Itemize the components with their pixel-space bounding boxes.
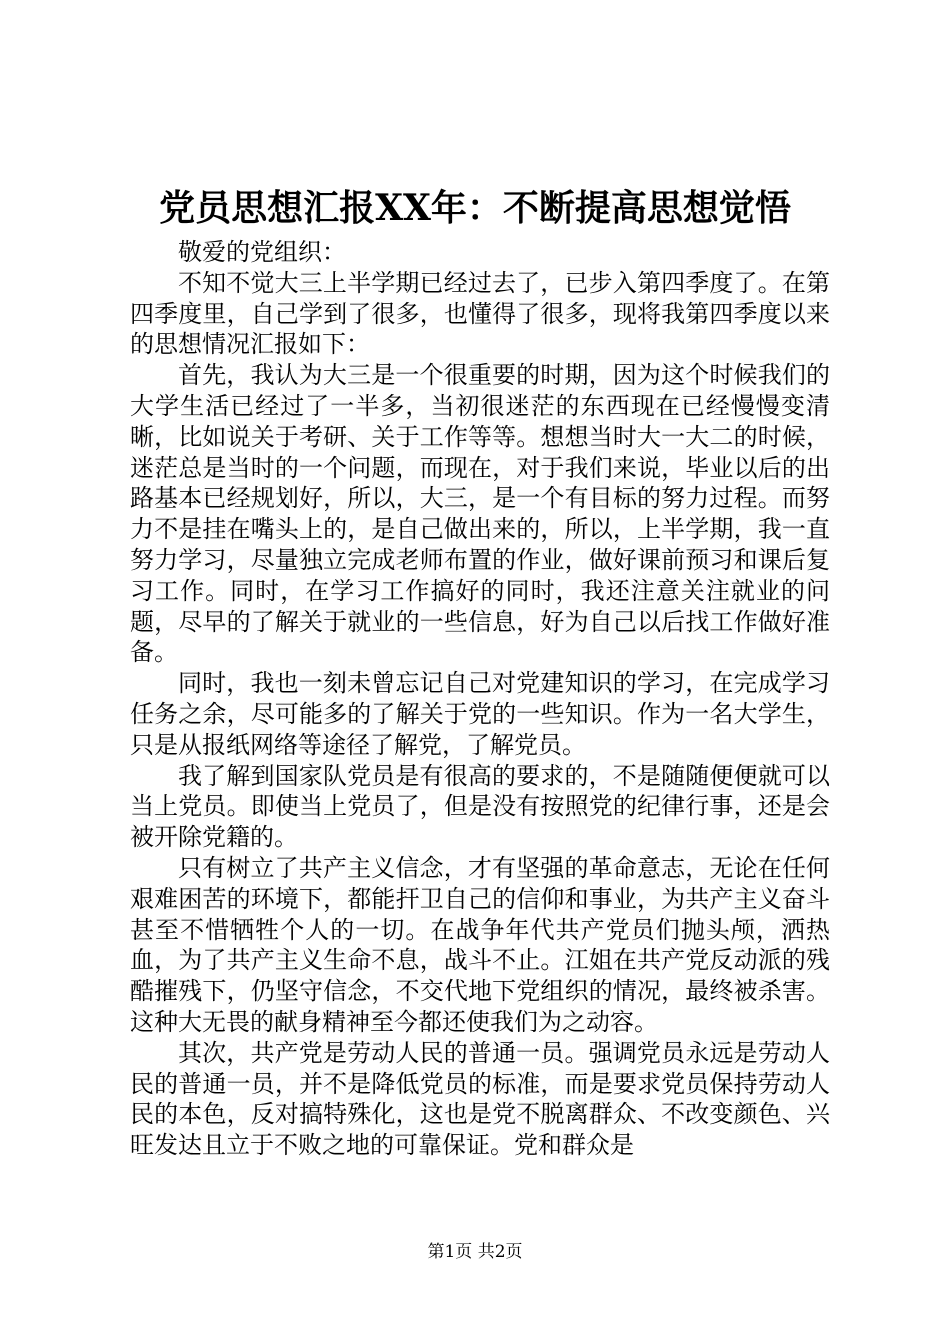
paragraph: 我了解到国家队党员是有很高的要求的，不是随随便便就可以当上党员。即使当上党员了，但是没有按照党的纪律行事，还是会被开除党籍的。	[130, 761, 830, 852]
paragraph: 其次，共产党是劳动人民的普通一员。强调党员永远是劳动人民的普通一员，并不是降低党员的标准，而是要求党员保持劳动人民的本色，反对搞特殊化，这也是党不脱离群众、不改变颜色、兴旺发达且立于不败之地的可靠保证。党和群众是	[130, 1038, 830, 1160]
paragraph: 只有树立了共产主义信念，才有坚强的革命意志，无论在任何艰难困苦的环境下，都能扞卫自己的信仰和事业，为共产主义奋斗甚至不惜牺牲个人的一切。在战争年代共产党员们抛头颅，洒热血，为了共产主义生命不息，战斗不止。江姐在共产党反动派的残酷摧残下，仍坚守信念，不交代地下党组织的情况，最终被杀害。这种大无畏的献身精神至今都还使我们为之动容。	[130, 853, 830, 1036]
salutation: 敬爱的党组织：	[178, 238, 346, 266]
paragraph: 首先，我认为大三是一个很重要的时期，因为这个时候我们的大学生活已经过了一半多，当初很迷茫的东西现在已经慢慢变清晰，比如说关于考研、关于工作等等。想想当时大一大二的时候，迷茫总是当时的一个问题，而现在，对于我们来说，毕业以后的出路基本已经规划好，所以，大三，是一个有目标的努力过程。而努力不是挂在嘴头上的，是自己做出来的，所以，上半学期，我一直努力学习，尽量独立完成老师布置的作业，做好课前预习和课后复习工作。同时，在学习工作搞好的同时，我还注意关注就业的问题，尽早的了解关于就业的一些信息，好为自己以后找工作做好准备。	[130, 361, 830, 667]
paragraph: 同时，我也一刻未曾忘记自己对党建知识的学习，在完成学习任务之余，尽可能多的了解关于党的一些知识。作为一名大学生，只是从报纸网络等途径了解党，了解党员。	[130, 669, 830, 759]
page-footer: 第1页 共2页	[427, 1242, 523, 1262]
document-body	[130, 237, 830, 1161]
paragraph: 不知不觉大三上半学期已经过去了，已步入第四季度了。在第四季度里，自己学到了很多，也懂得了很多，现将我第四季度以来的思想情况汇报如下：	[130, 268, 830, 359]
document-title: 党员思想汇报XX年：不断提高思想觉悟	[159, 187, 791, 229]
